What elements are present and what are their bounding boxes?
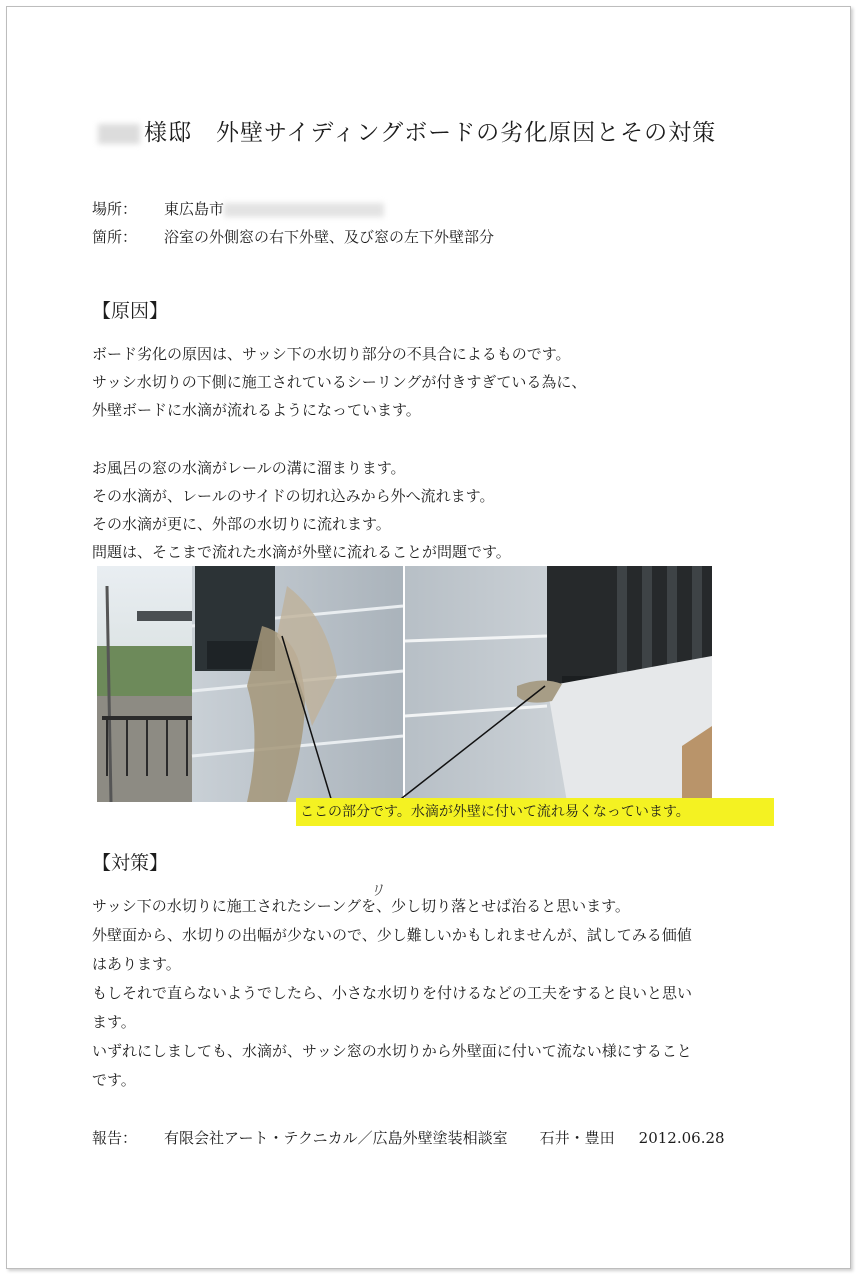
wall-photo-illustration (97, 566, 712, 802)
report-date: 2012.06.28 (638, 1129, 725, 1147)
area-label: 箇所： (92, 228, 138, 246)
location-line (92, 198, 384, 219)
handwritten-correction: リ (370, 883, 384, 899)
location-value: 東広島市 (164, 200, 225, 218)
cause-line: お風呂の窓の水滴がレールの溝に溜まります。 (92, 459, 406, 477)
wall-photo (97, 566, 712, 802)
title-text: 様邸 外壁サイディングボードの劣化原因とその対策 (144, 120, 717, 146)
report-company: 有限会社アート・テクニカル／広島外壁塗装相談室 (164, 1129, 508, 1147)
document-title (98, 114, 716, 147)
report-names: 石井・豊田 (539, 1129, 615, 1147)
countermeasure-line: サッシ下の水切りに施工されたシーングを、少し切り落とせば治ると思います。 (92, 897, 630, 915)
cause-line: ボード劣化の原因は、サッシ下の水切り部分の不具合によるものです。 (92, 345, 571, 363)
cause-line: 外壁ボードに水滴が流れるようになっています。 (92, 401, 421, 419)
countermeasure-line: はあります。 (92, 955, 181, 973)
cause-paragraph-1 (92, 340, 586, 424)
redacted-name (98, 124, 140, 144)
countermeasure-paragraph (92, 892, 692, 1095)
location-label: 場所： (92, 200, 138, 218)
cause-line: その水滴が更に、外部の水切りに流れます。 (92, 515, 391, 533)
cause-paragraph-2 (92, 454, 511, 566)
photo-caption: ここの部分です。水滴が外壁に付いて流れ易くなっています。 (296, 798, 774, 826)
countermeasure-line: です。 (92, 1071, 136, 1089)
report-label: 報告： (92, 1129, 138, 1147)
countermeasure-line: いずれにしましても、水滴が、サッシ窓の水切りから外壁面に付いて流ない様にすること (92, 1042, 692, 1060)
report-line (92, 1124, 725, 1152)
area-value: 浴室の外側窓の右下外壁、及び窓の左下外壁部分 (164, 228, 495, 246)
countermeasure-line: 外壁面から、水切りの出幅が少ないので、少し難しいかもしれませんが、試してみる価値 (92, 926, 692, 944)
area-line (92, 226, 494, 247)
redacted-address (224, 203, 384, 217)
countermeasure-line: もしそれで直らないようでしたら、小さな水切りを付けるなどの工夫をすると良いと思い (92, 984, 693, 1002)
cause-line: その水滴が、レールのサイドの切れ込みから外へ流れます。 (92, 487, 495, 505)
countermeasure-line: ます。 (92, 1013, 136, 1031)
countermeasure-heading: 【対策】 (92, 852, 169, 874)
cause-heading: 【原因】 (92, 300, 169, 322)
cause-line: 問題は、そこまで流れた水滴が外壁に流れることが問題です。 (92, 543, 511, 561)
cause-line: サッシ水切りの下側に施工されているシーリングが付きすぎている為に、 (92, 373, 587, 391)
